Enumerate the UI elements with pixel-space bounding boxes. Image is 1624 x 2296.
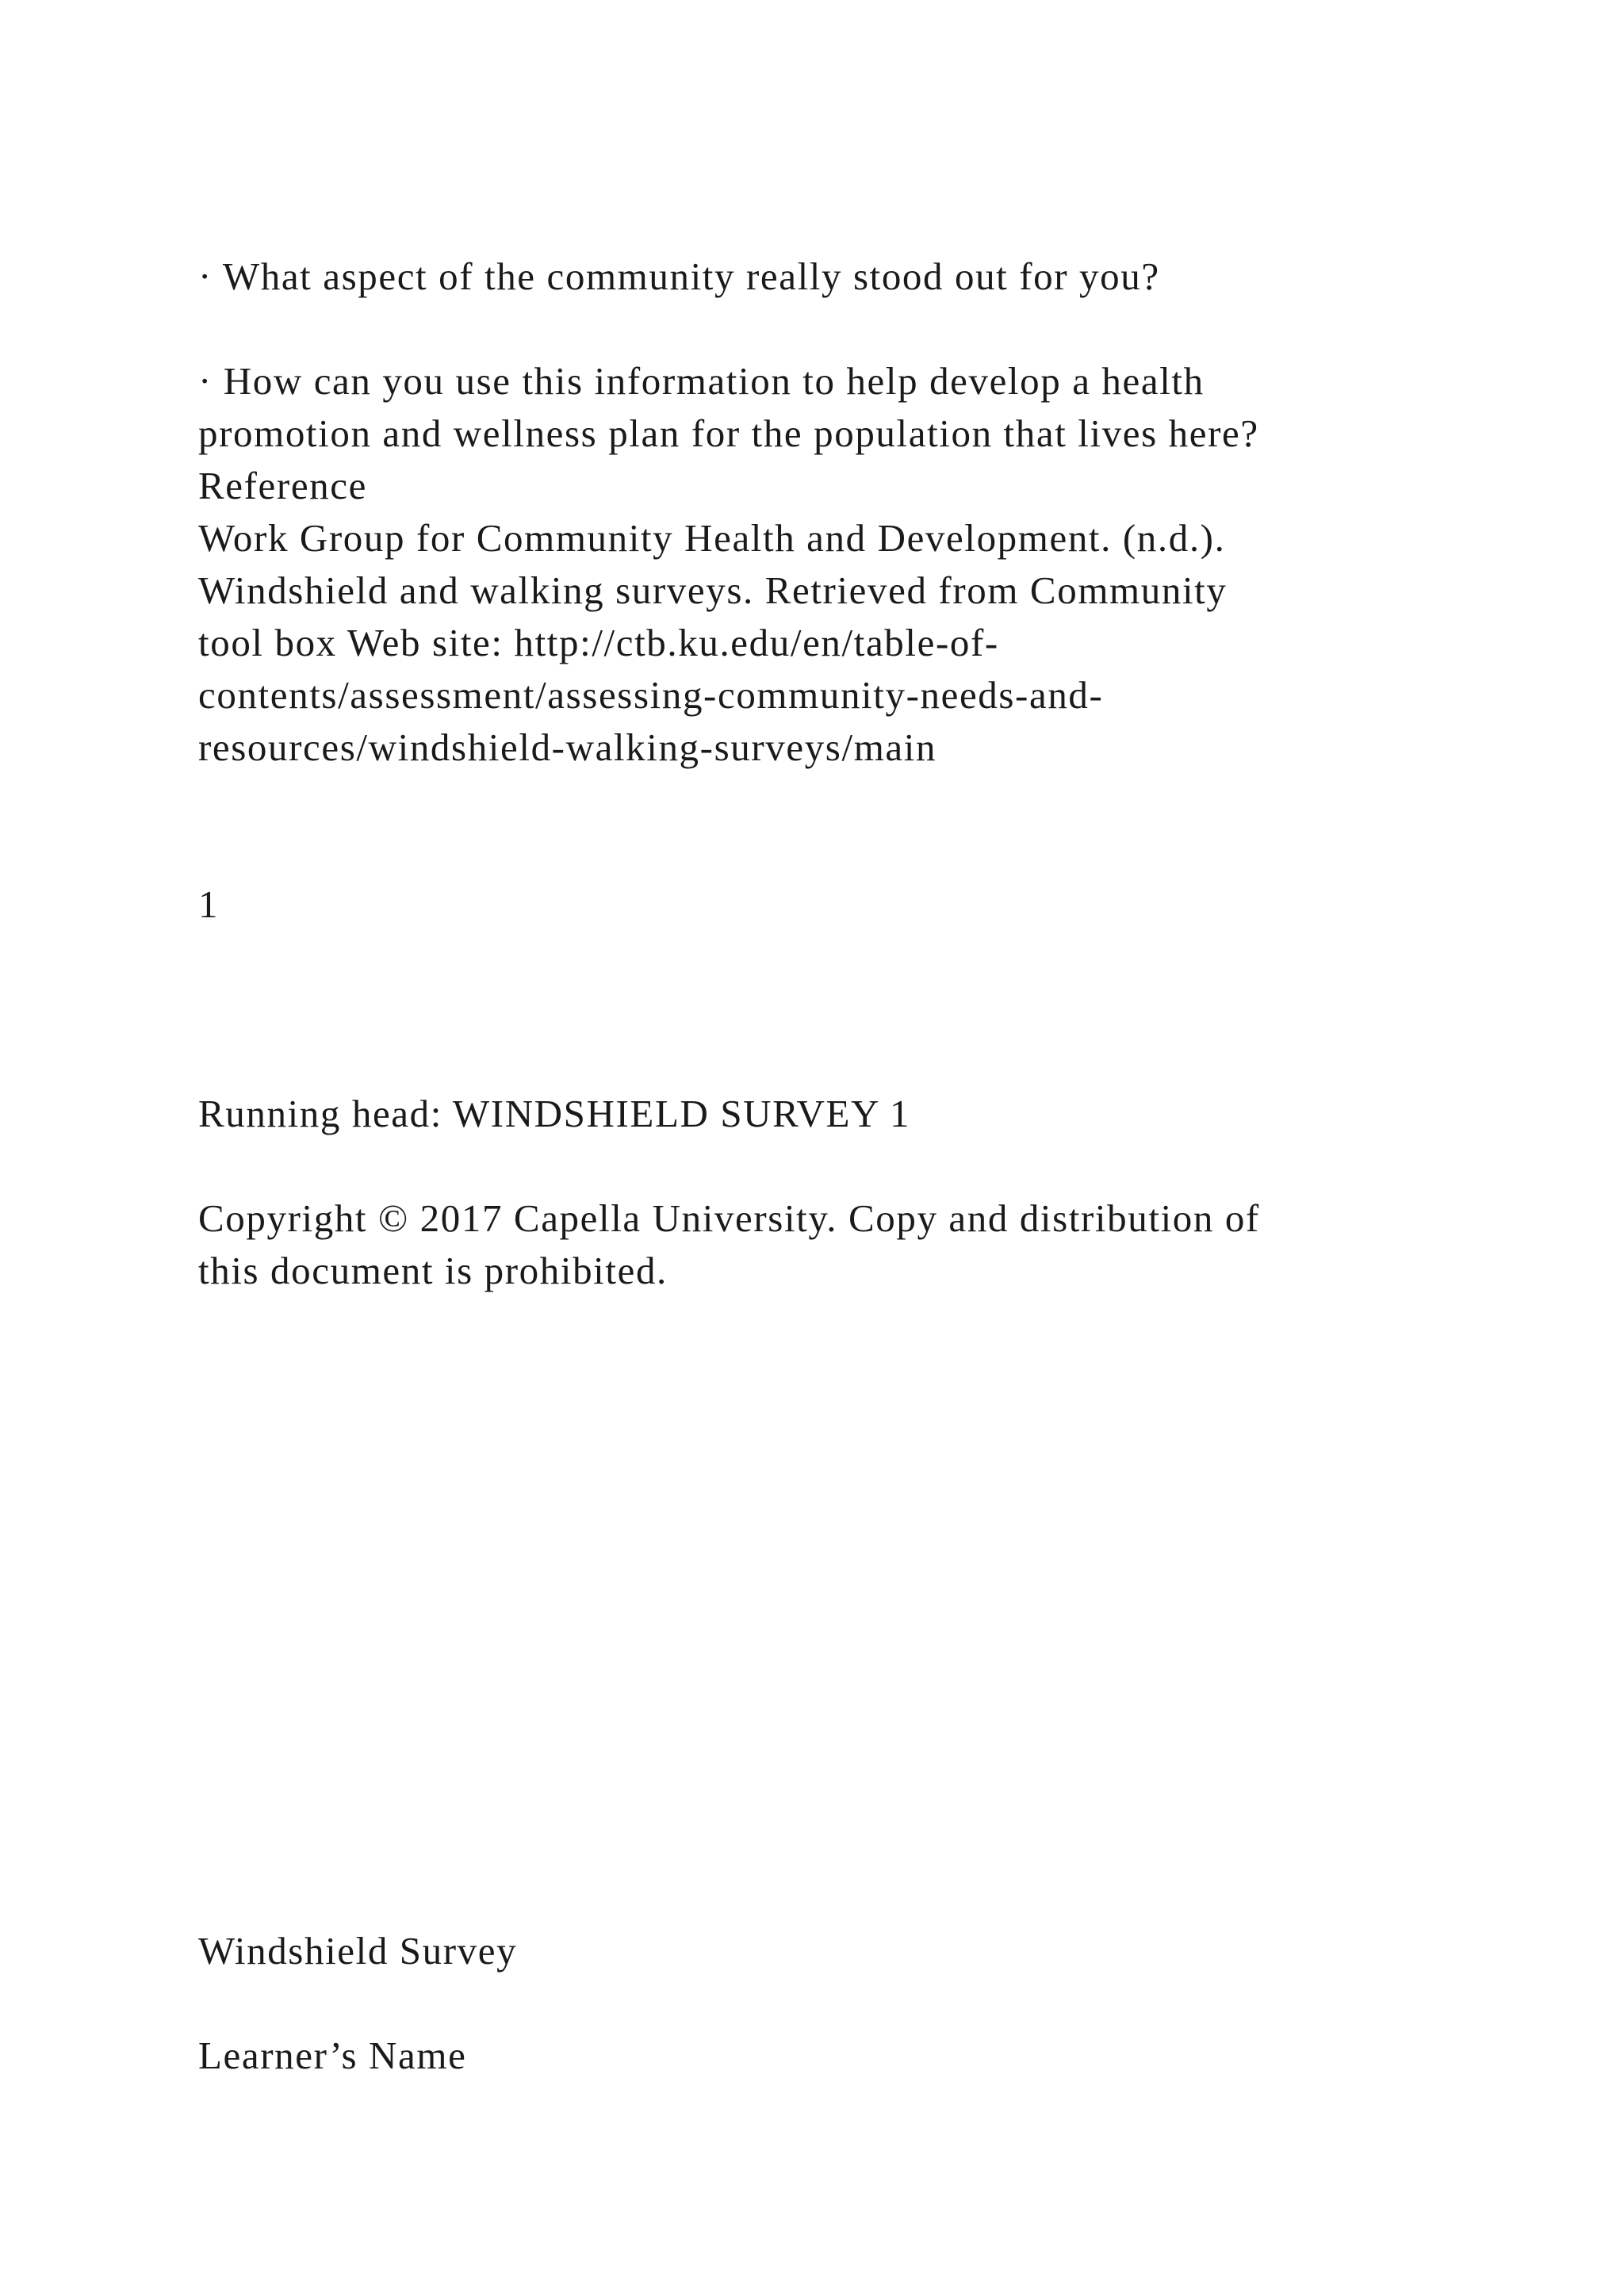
running-head: Running head: WINDSHIELD SURVEY 1 [198,1092,911,1135]
reference-heading: Reference [198,464,367,507]
learner-name: Learner’s Name [198,2034,467,2077]
page-number: 1 [198,882,220,926]
question-2-line-1: · How can you use this information to help develop a health [198,359,1205,403]
reference-line: resources/windshield-walking-surveys/main [198,725,937,769]
reference-line: tool box Web site: http://ctb.ku.edu/en/table-of- [198,621,999,664]
question-2-line-2: promotion and wellness plan for the population that lives here? [198,411,1259,455]
reference-line: Windshield and walking surveys. Retrieved from Community [198,568,1228,612]
question-1: · What aspect of the community really stood out for you? [198,254,1160,298]
reference-line: Work Group for Community Health and Development. (n.d.). [198,516,1226,560]
document-title: Windshield Survey [198,1929,518,1973]
copyright-line: Copyright © 2017 Capella University. Copy and distribution of [198,1196,1260,1240]
reference-line: contents/assessment/assessing-community-needs-and- [198,673,1104,717]
copyright-line: this document is prohibited. [198,1249,668,1292]
